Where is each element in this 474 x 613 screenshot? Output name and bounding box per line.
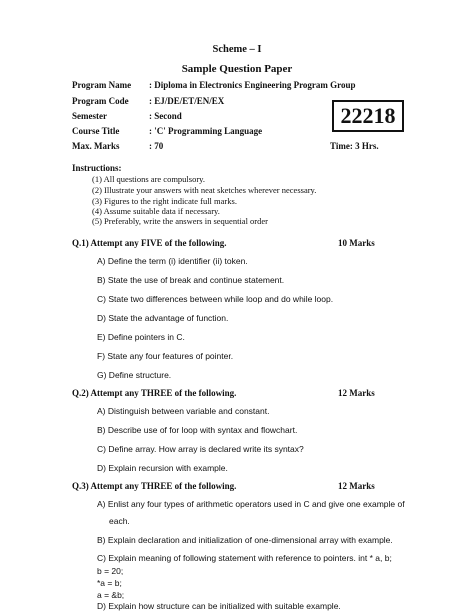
instruction-item: (1) All questions are compulsory. [92,174,205,184]
program-name-value: : Diploma in Electronics Engineering Program Group [149,80,356,90]
q3-code-line: *a = b; [97,578,122,588]
q1-heading: Q.1) Attempt any FIVE of the following. [72,238,227,248]
q3-item: C) Explain meaning of following statement with reference to pointers. int * a, b; [97,553,392,563]
instruction-item: (3) Figures to the right indicate full marks. [92,196,237,206]
q2-heading: Q.2) Attempt any THREE of the following. [72,388,237,398]
q2-item: D) Explain recursion with example. [97,463,228,473]
q3-code-line: b = 20; [97,566,124,576]
q2-item: C) Define array. How array is declared write its syntax? [97,444,304,454]
course-code: 22218 [340,103,396,128]
semester-value: : Second [149,111,182,121]
q1-marks: 10 Marks [338,238,375,248]
program-code-value: : EJ/DE/ET/EN/EX [149,96,225,106]
paper-title: Sample Question Paper [181,63,293,75]
time-duration: Time: 3 Hrs. [330,141,379,151]
q1-item: F) State any four features of pointer. [97,351,234,361]
instructions-heading: Instructions: [72,163,122,173]
q3-code-line: a = &b; [97,590,125,600]
q1-item: G) Define structure. [97,370,172,380]
scheme-label: Scheme – I [212,44,262,55]
q1-item: E) Define pointers in C. [97,332,185,342]
q3-item: A) Enlist any four types of arithmetic operators used in C and give one example of [97,499,405,509]
q3-marks: 12 Marks [338,481,375,491]
q2-item: A) Distinguish between variable and constant. [97,406,270,416]
program-code-label: Program Code [72,96,129,106]
q3-item: D) Explain how structure can be initialized with suitable example. [97,601,341,611]
q1-item: A) Define the term (i) identifier (ii) token. [97,256,248,266]
q1-item: D) State the advantage of function. [97,313,229,323]
q3-item: B) Explain declaration and initialization of one-dimensional array with example. [97,535,393,545]
max-marks-value: : 70 [149,141,164,151]
instruction-item: (2) Illustrate your answers with neat sketches wherever necessary. [92,185,317,195]
q1-item: B) State the use of break and continue statement. [97,275,285,285]
q2-marks: 12 Marks [338,388,375,398]
q3-heading: Q.3) Attempt any THREE of the following. [72,481,237,491]
q1-item: C) State two differences between while loop and do while loop. [97,294,334,304]
q3-item-continuation: each. [109,516,130,526]
q2-item: B) Describe use of for loop with syntax and flowchart. [97,425,298,435]
program-name-label: Program Name [72,80,132,90]
max-marks-label: Max. Marks [72,141,120,151]
course-title-value: : 'C' Programming Language [149,126,263,136]
instruction-item: (5) Preferably, write the answers in sequential order [92,216,268,226]
instruction-item: (4) Assume suitable data if necessary. [92,206,220,216]
course-code-box [332,100,404,132]
semester-label: Semester [72,111,107,121]
course-title-label: Course Title [72,126,120,136]
